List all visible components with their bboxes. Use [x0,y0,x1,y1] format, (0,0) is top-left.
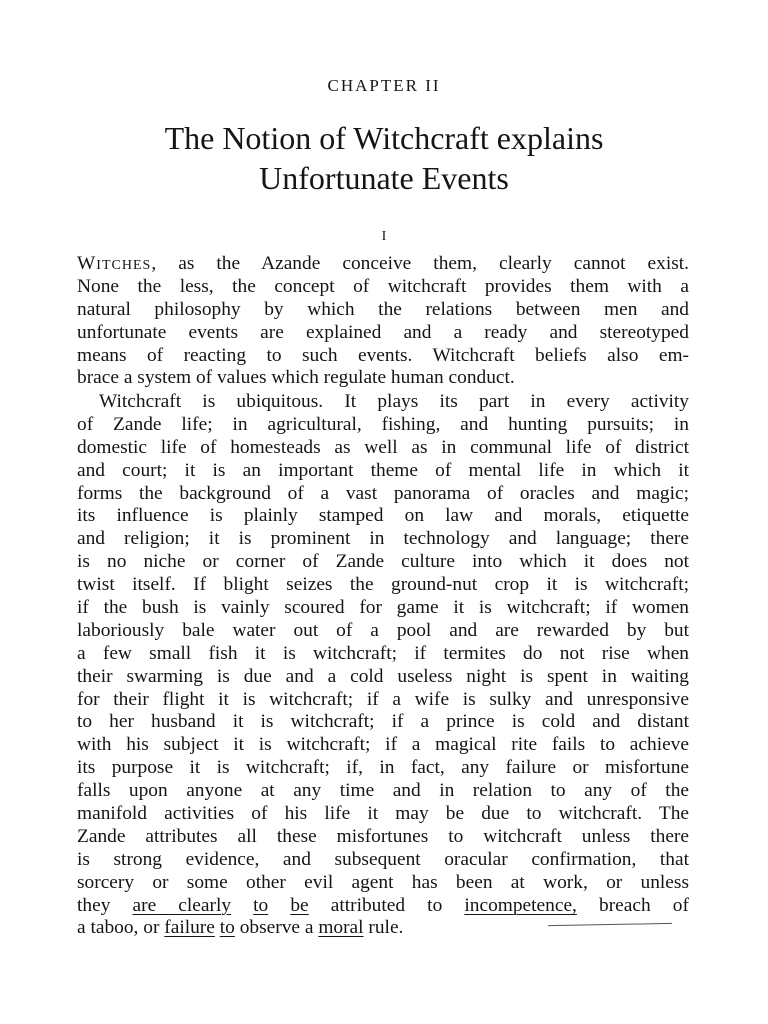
paragraph-1 [77,253,689,390]
underlined-phrase: be [290,894,309,916]
underlined-phrase: to [219,917,235,939]
paragraph-line: its influence is plainly stamped on law and morals, etiquette [77,505,689,527]
paragraph-line: of Zande life; in agricultural, fishing, and hunting pursuits; in [77,413,689,435]
paragraph-line: brace a system of values which regulate human conduct. [77,367,515,389]
paragraph-line: Zande attributes all these misfortunes to witchcraft unless there [77,825,689,847]
opening-word: Witches [77,253,152,274]
paragraph-line-annotated [77,917,689,940]
word: they [77,894,111,916]
paragraph-line: their swarming is due and a cold useless night is spent in waiting [77,665,689,687]
opening-line-rest: , as the Azande conceive them, clearly cannot exist. [151,253,689,274]
underlined-phrase: moral [318,917,364,939]
word: attributed to [330,894,443,916]
paragraph-line: natural philosophy by which the relations between men and [77,298,689,320]
underlined-phrase: to [253,894,269,916]
paragraph-line: falls upon anyone at any time and in relation to any of the [77,780,689,802]
paragraph-line: its purpose it is witchcraft; if, in fact, any failure or misfortune [77,757,689,779]
section-number: I [381,229,387,244]
chapter-title [60,118,708,198]
paragraph-line: means of reacting to such events. Witchcraft beliefs also em- [77,344,689,366]
paragraph-line: for their flight it is witchcraft; if a wife is sulky and unresponsive [77,688,689,710]
paragraph-line: is no niche or corner of Zande culture into which it does not [77,551,689,573]
paragraph-line: to her husband it is witchcraft; if a prince is cold and distant [77,711,689,733]
paragraph-line-annotated [77,895,689,918]
underlined-phrase: failure [164,917,215,939]
paragraph-line: with his subject it is witchcraft; if a magical rite fails to achieve [77,734,689,756]
word: rule. [368,917,404,939]
word: taboo, or [90,917,160,939]
paragraph-line: and religion; it is prominent in technology and language; there [77,528,689,550]
paragraph-line: if the bush is vainly scoured for game it is witchcraft; if women [77,597,689,619]
paragraph-line: sorcery or some other evil agent has been at work, or unless [77,871,689,893]
paragraph-line: Witchcraft is ubiquitous. It plays its part in every activity [99,391,689,412]
word: observe a [239,917,314,939]
paragraph-line: None the less, the concept of witchcraft provides them with a [77,275,689,297]
chapter-label: CHAPTER II [327,76,441,95]
word: a [77,917,86,939]
paragraph-line: unfortunate events are explained and a ready and stereotyped [77,321,689,343]
paragraph-line: a few small fish it is witchcraft; if termites do not rise when [77,642,689,664]
underlined-phrase: are clearly [132,894,232,916]
paragraph-line: is strong evidence, and subsequent oracular confirmation, that [77,848,689,870]
paragraph-line: twist itself. If blight seizes the ground-nut crop it is witchcraft; [77,574,689,596]
paragraph-line: domestic life of homesteads as well as in communal life of district [77,436,689,458]
paragraph-line [77,253,689,276]
paragraph-line: laboriously bale water out of a pool and are rewarded by but [77,619,689,641]
word: breach [599,894,651,916]
paragraph-line: and court; it is an important theme of mental life in which it [77,459,689,481]
paragraph-line: manifold activities of his life it may be due to witchcraft. The [77,803,689,825]
underlined-phrase: incompetence, [464,894,577,916]
paragraph-line: forms the background of a vast panorama of oracles and magic; [77,482,689,504]
paragraph-2 [77,391,689,940]
word: of [672,894,689,916]
chapter-title-line-2: Unfortunate Events [259,160,509,196]
chapter-title-line-1: The Notion of Witchcraft explains [164,120,604,156]
